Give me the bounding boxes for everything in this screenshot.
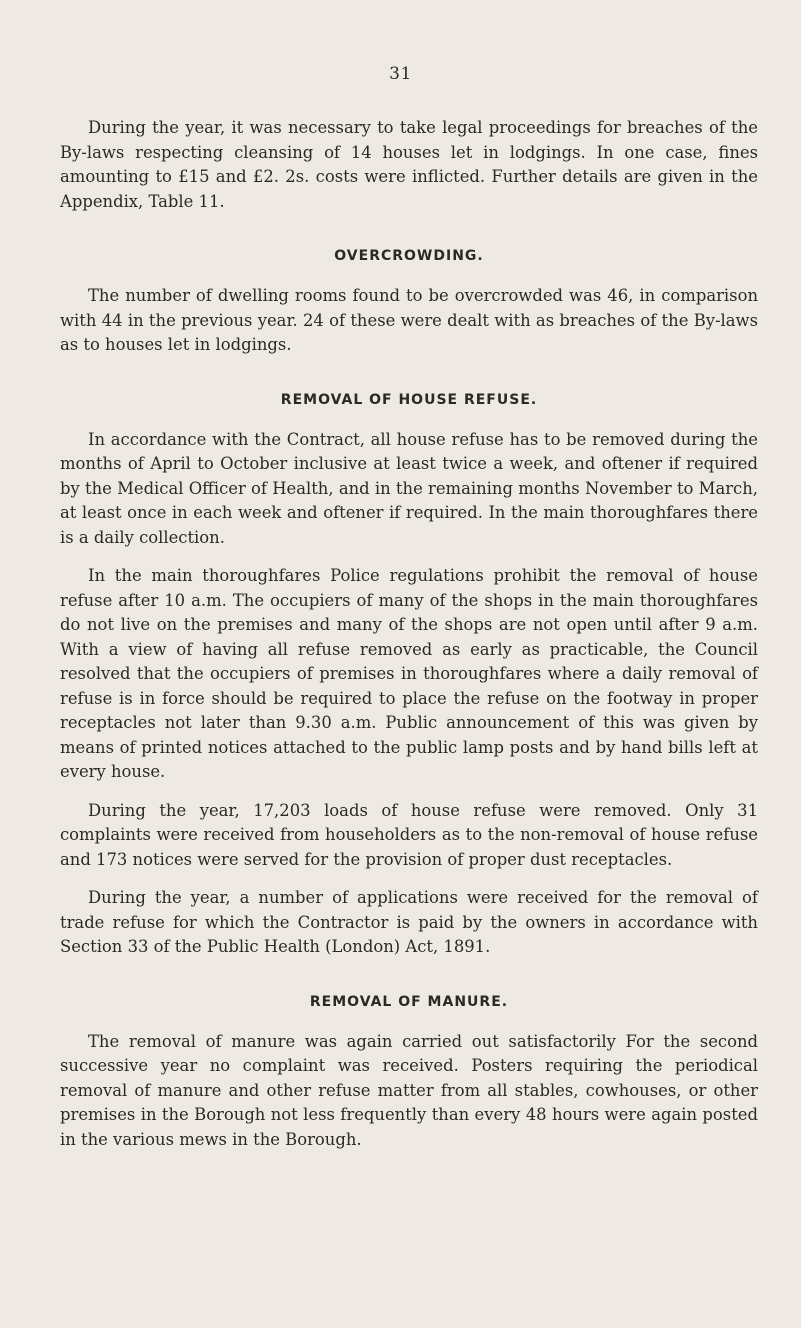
page-number: 31	[389, 64, 412, 84]
intro-paragraph: During the year, it was necessary to take legal proceedings for breaches of the By-laws respecting cleansing of 14 houses let in lodgings. In one case, fines amounting to £15 and £2. 2s. costs were inflicted. Further details are given in the Appendix, Table 11.	[60, 118, 758, 211]
house-refuse-paragraph-4: During the year, a number of applications were received for the removal of trade refuse for which the Contractor is paid by the owners in accordance with Section 33 of the Public Health (London) Act, 1891.	[60, 888, 758, 956]
house-refuse-paragraph-2: In the main thoroughfares Police regulations prohibit the removal of house refuse after 10 a.m. The occupiers of many of the shops in the main thoroughfares do not live on the premises and many of the shops are not open until after 9 a.m. With a view of having all refuse removed as early as practicable, the Council resolved that the occupiers of premises in thoroughfares where a daily removal of refuse is in force should be required to place the refuse on the footway in proper receptacles not later than 9.30 a.m. Public announcement of this was given by means of printed notices attached to the public lamp posts and by hand bills left at every house.	[60, 566, 758, 781]
house-refuse-paragraph-3: During the year, 17,203 loads of house refuse were removed. Only 31 complaints were received from householders as to the non-removal of house refuse and 173 notices were served for the provision of proper dust receptacles.	[60, 800, 758, 869]
overcrowding-paragraph: The number of dwelling rooms found to be overcrowded was 46, in comparison with 44 in the previous year. 24 of these were dealt with as breaches of the By-laws as to houses let in lodgings.	[60, 286, 758, 354]
page-content	[60, 116, 758, 1152]
overcrowding-heading: OVERCROWDING.	[334, 248, 484, 264]
manure-paragraph: The removal of manure was again carried out satisfactorily For the second successive year no complaint was received. Posters requiring the periodical removal of manure and other refuse matter from all stables, cowhouses, or other premises in the Borough not less frequently than every 48 hours were again posted in the various mews in the Borough.	[60, 1031, 758, 1149]
house-refuse-paragraph-1: In accordance with the Contract, all house refuse has to be removed during the months of April to October inclusive at least twice a week, and oftener if required by the Medical Officer of Health, and in the remaining months November to March, at least once in each week and oftener if required. In the main thoroughfares there is a daily collection.	[60, 429, 758, 547]
house-refuse-heading: REMOVAL OF HOUSE REFUSE.	[280, 391, 538, 408]
manure-heading: REMOVAL OF MANURE.	[309, 993, 509, 1010]
